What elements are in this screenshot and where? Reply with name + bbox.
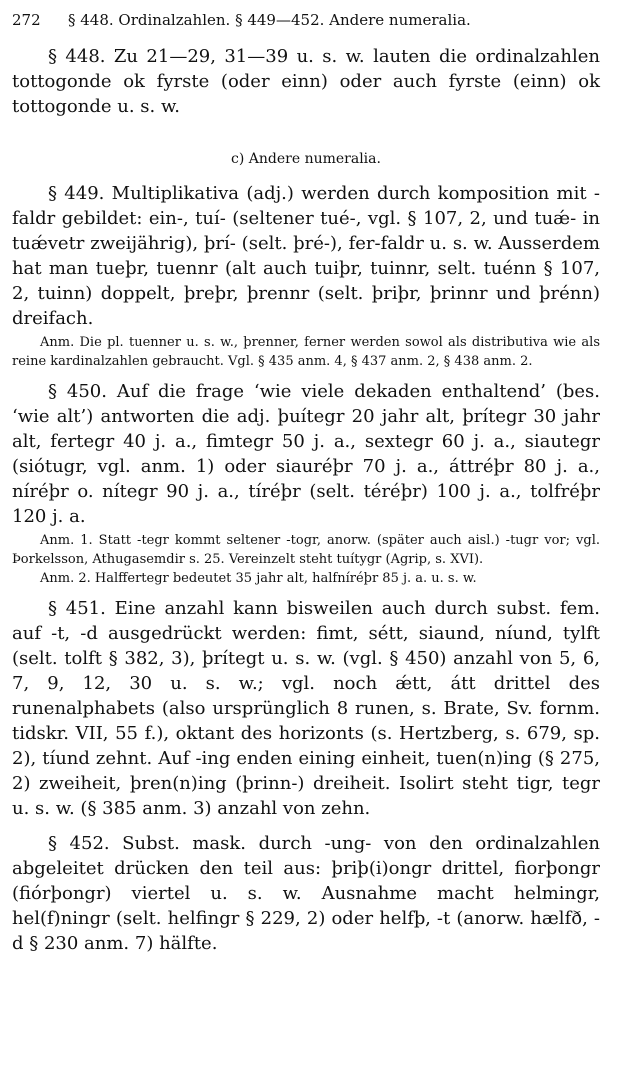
running-header xyxy=(12,10,600,30)
section-450: § 450. Auf die frage ‘wie viele dekaden enthaltend’ (bes. ‘wie alt’) antworten die adj. þuítegr 20 jahr alt, þrítegr 30 jahr alt, fertegr 40 j. a., fimtegr 50 j. a., sextegr 60 j. a., siautegr (siótugr, vgl. anm. 1) oder siauréþr 70 j. a., áttréþr 80 j. a., níréþr o. nítegr 90 j. a., tíréþr (selt. téréþr) 100 j. a., tolfréþr 120 j. a. xyxy=(12,381,600,527)
section-448: § 448. Zu 21—29, 31—39 u. s. w. lauten die ordinalzahlen tottogonde ok fyrste (oder einn) oder auch fyrste (einn) ok tottogonde u. s. w. xyxy=(12,46,600,117)
section-heading: c) Andere numeralia. xyxy=(231,151,381,167)
section-450-note-1: Anm. 1. Statt -tegr kommt seltener -togr, anorw. (später auch aisl.) -tugr vor; vgl. Þorkelsson, Athugasemdir s. 25. Vereinzelt steht tuítygr (Agrip, s. XVI). xyxy=(12,533,600,567)
section-449: § 449. Multiplikativa (adj.) werden durch komposition mit -faldr gebildet: ein-, tuí- (seltener tué-, vgl. § 107, 2, und tuǽ- in tuǽvetr zweijährig), þrí- (selt. þré-), fer-faldr u. s. w. Ausserdem hat man tueþr, tuennr (alt auch tuiþr, tuinnr, selt. tuénn § 107, 2, tuinn) doppelt, þreþr, þrennr (selt. þriþr, þrinnr und þrénn) dreifach. xyxy=(12,183,600,329)
section-450-note-2: Anm. 2. Halffertegr bedeutet 35 jahr alt, halfníréþr 85 j. a. u. s. w. xyxy=(40,571,477,586)
section-449-note: Anm. Die pl. tuenner u. s. w., þrenner, ferner werden sowol als distributiva wie als reine kardinalzahlen gebraucht. Vgl. § 435 anm. 4, § 437 anm. 2, § 438 anm. 2. xyxy=(12,335,600,369)
page-number: 272 xyxy=(12,11,41,29)
running-title: § 448. Ordinalzahlen. § 449—452. Andere numeralia. xyxy=(68,11,471,29)
section-452: § 452. Subst. mask. durch -ung- von den ordinalzahlen abgeleitet drücken den teil aus: þriþ(i)ongr drittel, fiorþongr (fiórþongr) viertel u. s. w. Ausnahme macht helmingr, hel(f)ningr (selt. helfingr § 229, 2) oder helfþ, -t (anorw. hælfð, -d § 230 anm. 7) hälfte. xyxy=(12,833,600,954)
section-451: § 451. Eine anzahl kann bisweilen auch durch subst. fem. auf -t, -d ausgedrückt werden: fimt, sétt, siaund, níund, tylft (selt. tolft § 382, 3), þrítegt u. s. w. (vgl. § 450) anzahl von 5, 6, 7, 9, 12, 30 u. s. w.; vgl. noch ǽtt, átt drittel des runenalphabets (also ursprünglich 8 runen, s. Brate, Sv. fornm. tidskr. VII, 55 f.), oktant des horizonts (s. Hertzberg, s. 679, sp. 2), tíund zehnt. Auf -ing enden eining einheit, tuen(n)ing (§ 275, 2) zweiheit, þren(n)ing (þrinn-) dreiheit. Isolirt steht tigr, tegr u. s. w. (§ 385 anm. 3) anzahl von zehn. xyxy=(12,598,600,819)
